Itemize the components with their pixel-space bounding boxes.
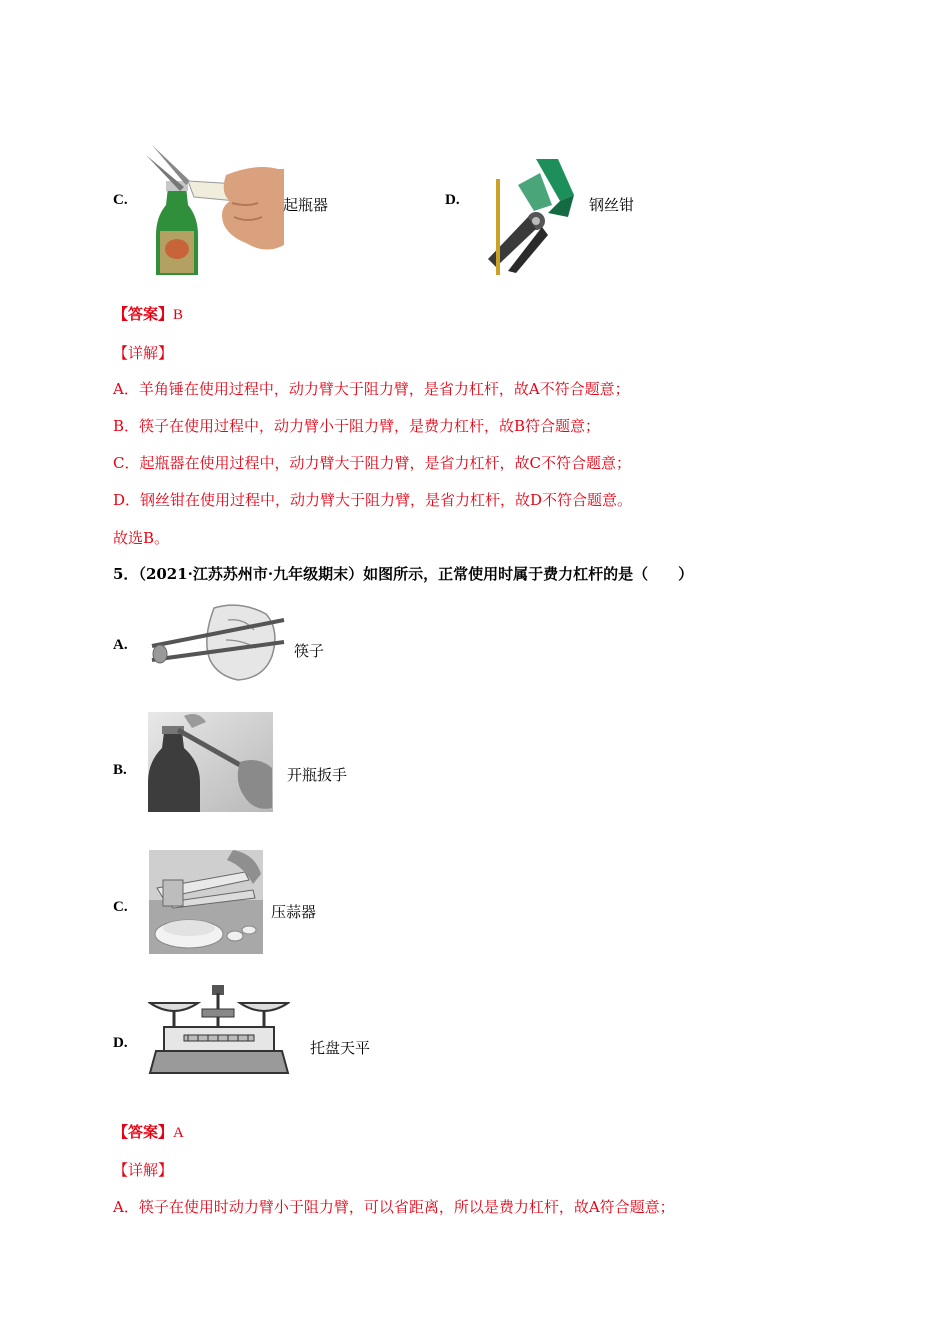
answer-tag: 【答案】: [113, 1123, 174, 1141]
q5-option-c-caption: 压蒜器: [271, 903, 317, 921]
q4-detail-line-b: B．筷子在使用过程中，动力臂小于阻力臂，是费力杠杆，故B符合题意；: [113, 417, 601, 435]
answer-value: A: [173, 1125, 184, 1141]
q5-option-a-caption: 筷子: [294, 642, 325, 660]
q5-detail-tag: 【详解】: [113, 1161, 174, 1179]
q4-conclusion: 故选B。: [113, 529, 170, 547]
q5-option-c-letter: C.: [113, 899, 128, 915]
wire-pliers-image: [478, 155, 578, 275]
q5-option-d-letter: D.: [113, 1035, 128, 1051]
q5-detail-line-a: A．筷子在使用时动力臂小于阻力臂，可以省距离，所以是费力杠杆，故A符合题意；: [113, 1198, 675, 1216]
answer-value: B: [173, 307, 184, 323]
q5-number: 5．: [113, 565, 139, 583]
option-c-letter: C.: [113, 192, 128, 208]
q5-option-a-letter: A.: [113, 637, 128, 653]
q5-option-d-caption: 托盘天平: [310, 1039, 371, 1057]
q4-detail-line-a: A．羊角锤在使用过程中，动力臂大于阻力臂，是省力杠杆，故A不符合题意；: [113, 380, 630, 398]
q4-detail-tag: 【详解】: [113, 344, 174, 362]
q5-option-b-caption: 开瓶扳手: [287, 766, 348, 784]
option-d-letter: D.: [445, 192, 460, 208]
balance-scale-image: [148, 983, 290, 1079]
bottle-wrench-image: [148, 712, 273, 812]
q4-detail-line-d: D．钢丝钳在使用过程中，动力臂大于阻力臂，是省力杠杆，故D不符合题意。: [113, 491, 633, 509]
q4-detail-line-c: C．起瓶器在使用过程中，动力臂大于阻力臂，是省力杠杆，故C不符合题意；: [113, 454, 631, 472]
option-d-caption: 钢丝钳: [589, 196, 635, 214]
q5-stem-text: （2021·江苏苏州市·九年级期末）如图所示，正常使用时属于费力杠杆的是（ ）: [138, 565, 694, 583]
q4-answer-line: [113, 303, 183, 324]
q5-answer-line: [113, 1121, 184, 1142]
answer-tag: 【答案】: [113, 305, 174, 323]
option-c-caption: 起瓶器: [283, 196, 329, 214]
chopsticks-image: [148, 600, 286, 682]
garlic-press-image: [149, 850, 263, 954]
bottle-opener-image: [146, 145, 284, 275]
q5-option-b-letter: B.: [113, 762, 127, 778]
q5-stem: [113, 563, 693, 584]
